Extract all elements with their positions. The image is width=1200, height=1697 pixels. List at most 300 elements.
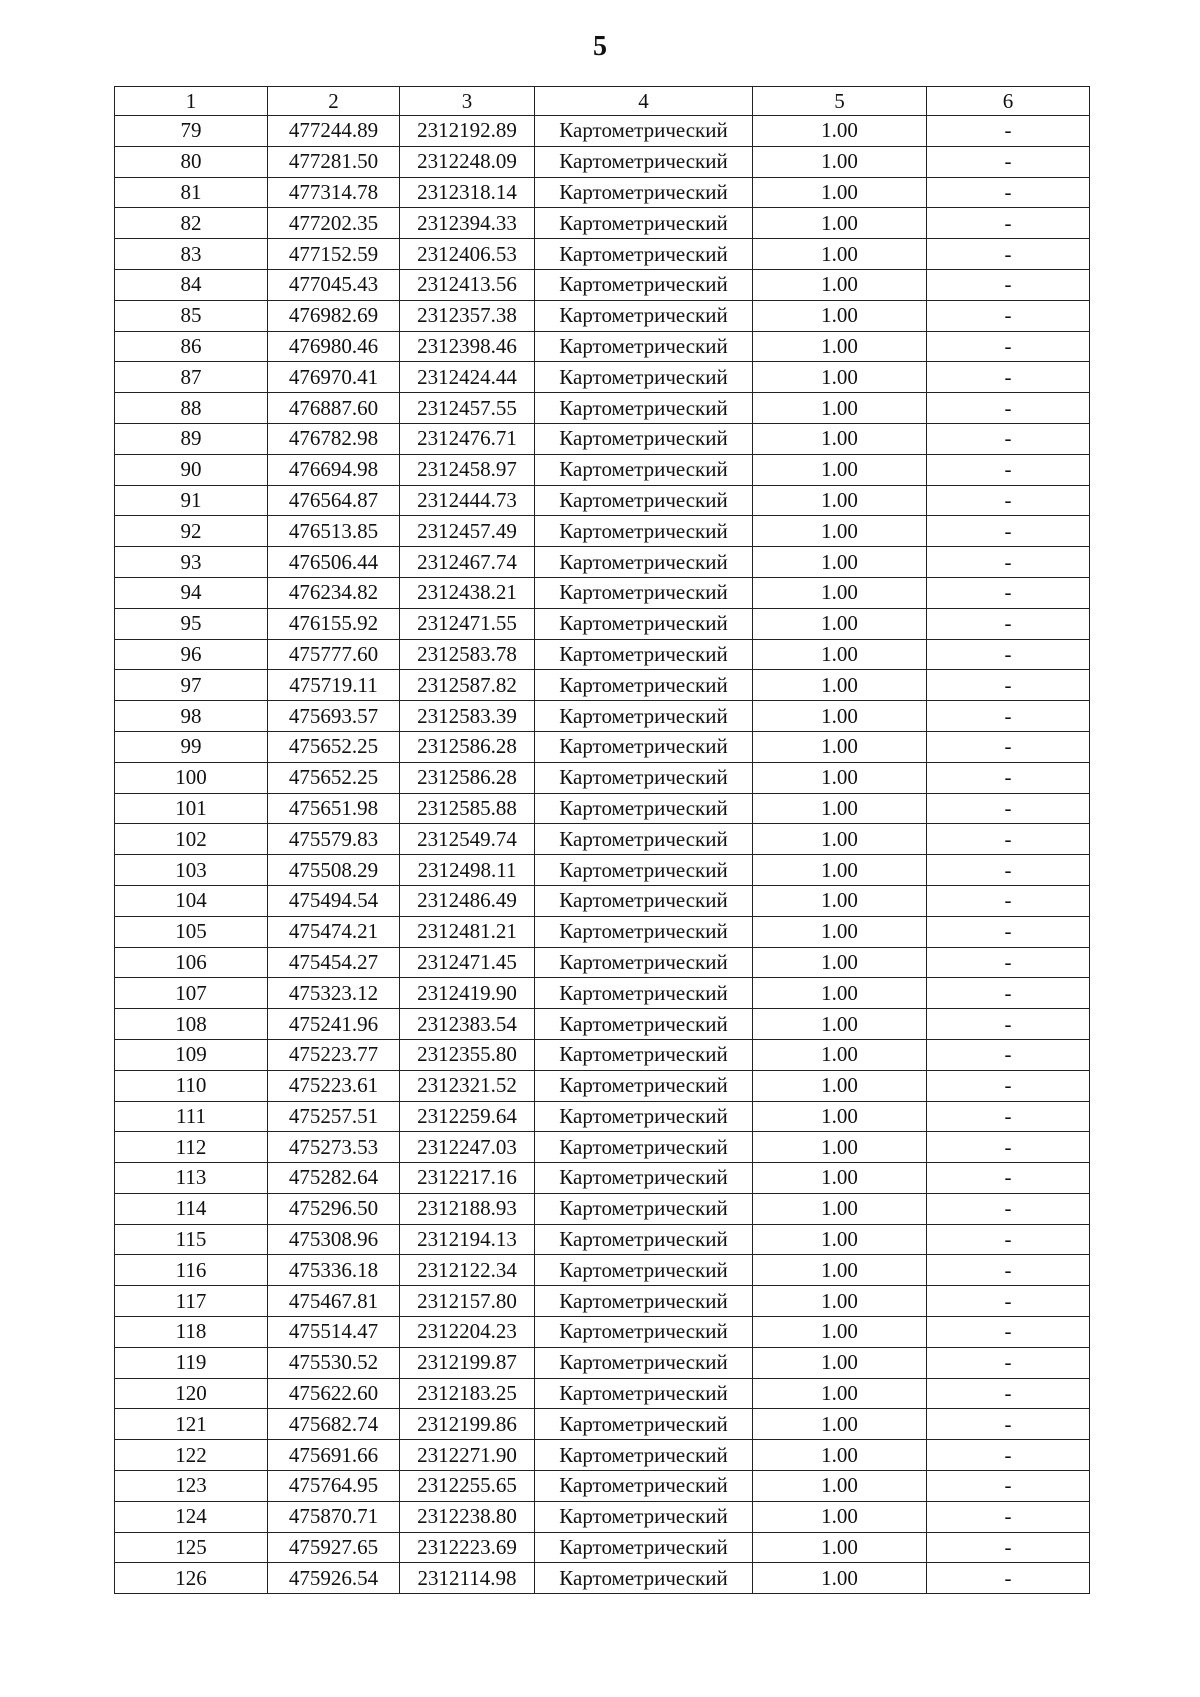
point-number-cell: 110: [115, 1070, 268, 1101]
point-number-cell: 95: [115, 608, 268, 639]
table-row: [115, 947, 1090, 978]
description-cell: -: [927, 177, 1090, 208]
accuracy-cell: 1.00: [753, 146, 927, 177]
table-row: [115, 1317, 1090, 1348]
accuracy-cell: 1.00: [753, 1255, 927, 1286]
table-row: [115, 300, 1090, 331]
point-number-cell: 125: [115, 1532, 268, 1563]
point-number-cell: 91: [115, 485, 268, 516]
x-coordinate-cell: 476887.60: [268, 393, 400, 424]
description-cell: -: [927, 824, 1090, 855]
description-cell: -: [927, 577, 1090, 608]
point-number-cell: 97: [115, 670, 268, 701]
x-coordinate-cell: 475257.51: [268, 1101, 400, 1132]
accuracy-cell: 1.00: [753, 1101, 927, 1132]
x-coordinate-cell: 475777.60: [268, 639, 400, 670]
description-cell: -: [927, 1440, 1090, 1471]
method-cell: Картометрический: [535, 423, 753, 454]
table-row: [115, 423, 1090, 454]
y-coordinate-cell: 2312467.74: [400, 547, 535, 578]
accuracy-cell: 1.00: [753, 608, 927, 639]
table-row: [115, 639, 1090, 670]
y-coordinate-cell: 2312157.80: [400, 1286, 535, 1317]
accuracy-cell: 1.00: [753, 269, 927, 300]
column-header-1: 1: [115, 87, 268, 116]
point-number-cell: 113: [115, 1163, 268, 1194]
x-coordinate-cell: 475454.27: [268, 947, 400, 978]
x-coordinate-cell: 476513.85: [268, 516, 400, 547]
y-coordinate-cell: 2312321.52: [400, 1070, 535, 1101]
description-cell: -: [927, 1286, 1090, 1317]
description-cell: -: [927, 855, 1090, 886]
accuracy-cell: 1.00: [753, 1563, 927, 1594]
description-cell: -: [927, 1193, 1090, 1224]
x-coordinate-cell: 475494.54: [268, 885, 400, 916]
method-cell: Картометрический: [535, 1163, 753, 1194]
description-cell: -: [927, 1409, 1090, 1440]
point-number-cell: 82: [115, 208, 268, 239]
x-coordinate-cell: 475508.29: [268, 855, 400, 886]
y-coordinate-cell: 2312383.54: [400, 1009, 535, 1040]
accuracy-cell: 1.00: [753, 885, 927, 916]
point-number-cell: 79: [115, 116, 268, 147]
accuracy-cell: 1.00: [753, 1163, 927, 1194]
description-cell: -: [927, 208, 1090, 239]
point-number-cell: 105: [115, 916, 268, 947]
accuracy-cell: 1.00: [753, 947, 927, 978]
table-row: [115, 1471, 1090, 1502]
x-coordinate-cell: 475467.81: [268, 1286, 400, 1317]
x-coordinate-cell: 475870.71: [268, 1501, 400, 1532]
accuracy-cell: 1.00: [753, 639, 927, 670]
accuracy-cell: 1.00: [753, 1471, 927, 1502]
y-coordinate-cell: 2312444.73: [400, 485, 535, 516]
accuracy-cell: 1.00: [753, 855, 927, 886]
coordinates-table: [114, 86, 1090, 1594]
point-number-cell: 94: [115, 577, 268, 608]
y-coordinate-cell: 2312271.90: [400, 1440, 535, 1471]
point-number-cell: 108: [115, 1009, 268, 1040]
table-row: [115, 485, 1090, 516]
accuracy-cell: 1.00: [753, 116, 927, 147]
y-coordinate-cell: 2312413.56: [400, 269, 535, 300]
point-number-cell: 111: [115, 1101, 268, 1132]
x-coordinate-cell: 475652.25: [268, 762, 400, 793]
table-row: [115, 1255, 1090, 1286]
y-coordinate-cell: 2312585.88: [400, 793, 535, 824]
y-coordinate-cell: 2312199.87: [400, 1347, 535, 1378]
table-row: [115, 1501, 1090, 1532]
method-cell: Картометрический: [535, 393, 753, 424]
table-row: [115, 177, 1090, 208]
description-cell: -: [927, 362, 1090, 393]
y-coordinate-cell: 2312398.46: [400, 331, 535, 362]
point-number-cell: 96: [115, 639, 268, 670]
description-cell: -: [927, 947, 1090, 978]
y-coordinate-cell: 2312549.74: [400, 824, 535, 855]
description-cell: -: [927, 639, 1090, 670]
y-coordinate-cell: 2312481.21: [400, 916, 535, 947]
description-cell: -: [927, 116, 1090, 147]
y-coordinate-cell: 2312587.82: [400, 670, 535, 701]
accuracy-cell: 1.00: [753, 362, 927, 393]
point-number-cell: 107: [115, 978, 268, 1009]
method-cell: Картометрический: [535, 1317, 753, 1348]
column-header-6: 6: [927, 87, 1090, 116]
accuracy-cell: 1.00: [753, 1440, 927, 1471]
x-coordinate-cell: 476982.69: [268, 300, 400, 331]
x-coordinate-cell: 475579.83: [268, 824, 400, 855]
x-coordinate-cell: 476980.46: [268, 331, 400, 362]
description-cell: -: [927, 731, 1090, 762]
x-coordinate-cell: 477045.43: [268, 269, 400, 300]
method-cell: Картометрический: [535, 855, 753, 886]
point-number-cell: 87: [115, 362, 268, 393]
table-row: [115, 577, 1090, 608]
y-coordinate-cell: 2312471.45: [400, 947, 535, 978]
accuracy-cell: 1.00: [753, 1224, 927, 1255]
y-coordinate-cell: 2312357.38: [400, 300, 535, 331]
description-cell: -: [927, 1563, 1090, 1594]
method-cell: Картометрический: [535, 1409, 753, 1440]
y-coordinate-cell: 2312424.44: [400, 362, 535, 393]
x-coordinate-cell: 477281.50: [268, 146, 400, 177]
table-row: [115, 1163, 1090, 1194]
table-row: [115, 608, 1090, 639]
table-row: [115, 1193, 1090, 1224]
description-cell: -: [927, 1378, 1090, 1409]
description-cell: -: [927, 146, 1090, 177]
x-coordinate-cell: 477202.35: [268, 208, 400, 239]
y-coordinate-cell: 2312192.89: [400, 116, 535, 147]
y-coordinate-cell: 2312457.49: [400, 516, 535, 547]
description-cell: -: [927, 1471, 1090, 1502]
point-number-cell: 99: [115, 731, 268, 762]
x-coordinate-cell: 475296.50: [268, 1193, 400, 1224]
description-cell: -: [927, 516, 1090, 547]
table-row: [115, 454, 1090, 485]
point-number-cell: 109: [115, 1039, 268, 1070]
x-coordinate-cell: 476694.98: [268, 454, 400, 485]
point-number-cell: 116: [115, 1255, 268, 1286]
description-cell: -: [927, 670, 1090, 701]
description-cell: -: [927, 331, 1090, 362]
accuracy-cell: 1.00: [753, 1532, 927, 1563]
accuracy-cell: 1.00: [753, 208, 927, 239]
description-cell: -: [927, 423, 1090, 454]
table-row: [115, 1224, 1090, 1255]
method-cell: Картометрический: [535, 670, 753, 701]
description-cell: -: [927, 978, 1090, 1009]
accuracy-cell: 1.00: [753, 1070, 927, 1101]
method-cell: Картометрический: [535, 1347, 753, 1378]
method-cell: Картометрический: [535, 1070, 753, 1101]
table-row: [115, 793, 1090, 824]
accuracy-cell: 1.00: [753, 1039, 927, 1070]
description-cell: -: [927, 916, 1090, 947]
method-cell: Картометрический: [535, 239, 753, 270]
x-coordinate-cell: 475282.64: [268, 1163, 400, 1194]
x-coordinate-cell: 477244.89: [268, 116, 400, 147]
accuracy-cell: 1.00: [753, 670, 927, 701]
table-row: [115, 269, 1090, 300]
y-coordinate-cell: 2312586.28: [400, 731, 535, 762]
x-coordinate-cell: 475474.21: [268, 916, 400, 947]
description-cell: -: [927, 885, 1090, 916]
x-coordinate-cell: 475223.77: [268, 1039, 400, 1070]
point-number-cell: 103: [115, 855, 268, 886]
description-cell: -: [927, 269, 1090, 300]
header-row: [115, 87, 1090, 116]
y-coordinate-cell: 2312406.53: [400, 239, 535, 270]
x-coordinate-cell: 475926.54: [268, 1563, 400, 1594]
description-cell: -: [927, 1070, 1090, 1101]
table-row: [115, 1563, 1090, 1594]
x-coordinate-cell: 475530.52: [268, 1347, 400, 1378]
description-cell: -: [927, 1224, 1090, 1255]
description-cell: -: [927, 1009, 1090, 1040]
table-row: [115, 824, 1090, 855]
x-coordinate-cell: 475682.74: [268, 1409, 400, 1440]
y-coordinate-cell: 2312583.39: [400, 701, 535, 732]
method-cell: Картометрический: [535, 885, 753, 916]
x-coordinate-cell: 476564.87: [268, 485, 400, 516]
point-number-cell: 122: [115, 1440, 268, 1471]
accuracy-cell: 1.00: [753, 1409, 927, 1440]
method-cell: Картометрический: [535, 1255, 753, 1286]
y-coordinate-cell: 2312247.03: [400, 1132, 535, 1163]
table-row: [115, 701, 1090, 732]
y-coordinate-cell: 2312204.23: [400, 1317, 535, 1348]
point-number-cell: 123: [115, 1471, 268, 1502]
column-header-3: 3: [400, 87, 535, 116]
table-row: [115, 116, 1090, 147]
x-coordinate-cell: 476506.44: [268, 547, 400, 578]
description-cell: -: [927, 1039, 1090, 1070]
accuracy-cell: 1.00: [753, 177, 927, 208]
table-row: [115, 1132, 1090, 1163]
point-number-cell: 118: [115, 1317, 268, 1348]
table-row: [115, 1039, 1090, 1070]
method-cell: Картометрический: [535, 1132, 753, 1163]
y-coordinate-cell: 2312199.86: [400, 1409, 535, 1440]
description-cell: -: [927, 701, 1090, 732]
table-row: [115, 978, 1090, 1009]
column-header-2: 2: [268, 87, 400, 116]
table-row: [115, 1347, 1090, 1378]
y-coordinate-cell: 2312355.80: [400, 1039, 535, 1070]
y-coordinate-cell: 2312471.55: [400, 608, 535, 639]
point-number-cell: 85: [115, 300, 268, 331]
table-row: [115, 731, 1090, 762]
method-cell: Картометрический: [535, 731, 753, 762]
table-row: [115, 1286, 1090, 1317]
table-row: [115, 762, 1090, 793]
point-number-cell: 121: [115, 1409, 268, 1440]
table-row: [115, 331, 1090, 362]
method-cell: Картометрический: [535, 1193, 753, 1224]
x-coordinate-cell: 475514.47: [268, 1317, 400, 1348]
description-cell: -: [927, 608, 1090, 639]
column-header-4: 4: [535, 87, 753, 116]
point-number-cell: 102: [115, 824, 268, 855]
table-row: [115, 670, 1090, 701]
method-cell: Картометрический: [535, 116, 753, 147]
method-cell: Картометрический: [535, 269, 753, 300]
point-number-cell: 101: [115, 793, 268, 824]
accuracy-cell: 1.00: [753, 824, 927, 855]
x-coordinate-cell: 476782.98: [268, 423, 400, 454]
method-cell: Картометрический: [535, 1501, 753, 1532]
method-cell: Картометрический: [535, 824, 753, 855]
accuracy-cell: 1.00: [753, 1501, 927, 1532]
x-coordinate-cell: 475652.25: [268, 731, 400, 762]
accuracy-cell: 1.00: [753, 485, 927, 516]
accuracy-cell: 1.00: [753, 731, 927, 762]
method-cell: Картометрический: [535, 762, 753, 793]
x-coordinate-cell: 476970.41: [268, 362, 400, 393]
method-cell: Картометрический: [535, 1101, 753, 1132]
method-cell: Картометрический: [535, 1563, 753, 1594]
method-cell: Картометрический: [535, 1039, 753, 1070]
y-coordinate-cell: 2312476.71: [400, 423, 535, 454]
accuracy-cell: 1.00: [753, 516, 927, 547]
description-cell: -: [927, 1501, 1090, 1532]
description-cell: -: [927, 393, 1090, 424]
method-cell: Картометрический: [535, 485, 753, 516]
point-number-cell: 80: [115, 146, 268, 177]
method-cell: Картометрический: [535, 577, 753, 608]
method-cell: Картометрический: [535, 1471, 753, 1502]
accuracy-cell: 1.00: [753, 916, 927, 947]
point-number-cell: 90: [115, 454, 268, 485]
point-number-cell: 126: [115, 1563, 268, 1594]
method-cell: Картометрический: [535, 916, 753, 947]
method-cell: Картометрический: [535, 331, 753, 362]
accuracy-cell: 1.00: [753, 1286, 927, 1317]
point-number-cell: 112: [115, 1132, 268, 1163]
x-coordinate-cell: 475651.98: [268, 793, 400, 824]
method-cell: Картометрический: [535, 516, 753, 547]
method-cell: Картометрический: [535, 362, 753, 393]
point-number-cell: 93: [115, 547, 268, 578]
y-coordinate-cell: 2312183.25: [400, 1378, 535, 1409]
y-coordinate-cell: 2312394.33: [400, 208, 535, 239]
y-coordinate-cell: 2312586.28: [400, 762, 535, 793]
point-number-cell: 92: [115, 516, 268, 547]
x-coordinate-cell: 475323.12: [268, 978, 400, 1009]
method-cell: Картометрический: [535, 300, 753, 331]
method-cell: Картометрический: [535, 454, 753, 485]
y-coordinate-cell: 2312486.49: [400, 885, 535, 916]
x-coordinate-cell: 475719.11: [268, 670, 400, 701]
point-number-cell: 88: [115, 393, 268, 424]
y-coordinate-cell: 2312248.09: [400, 146, 535, 177]
y-coordinate-cell: 2312583.78: [400, 639, 535, 670]
x-coordinate-cell: 475622.60: [268, 1378, 400, 1409]
accuracy-cell: 1.00: [753, 454, 927, 485]
table-row: [115, 362, 1090, 393]
point-number-cell: 106: [115, 947, 268, 978]
accuracy-cell: 1.00: [753, 547, 927, 578]
table-row: [115, 146, 1090, 177]
accuracy-cell: 1.00: [753, 331, 927, 362]
description-cell: -: [927, 1255, 1090, 1286]
description-cell: -: [927, 239, 1090, 270]
x-coordinate-cell: 475693.57: [268, 701, 400, 732]
x-coordinate-cell: 475927.65: [268, 1532, 400, 1563]
y-coordinate-cell: 2312318.14: [400, 177, 535, 208]
y-coordinate-cell: 2312194.13: [400, 1224, 535, 1255]
x-coordinate-cell: 477314.78: [268, 177, 400, 208]
point-number-cell: 115: [115, 1224, 268, 1255]
y-coordinate-cell: 2312223.69: [400, 1532, 535, 1563]
description-cell: -: [927, 1101, 1090, 1132]
description-cell: -: [927, 762, 1090, 793]
point-number-cell: 86: [115, 331, 268, 362]
column-header-5: 5: [753, 87, 927, 116]
y-coordinate-cell: 2312255.65: [400, 1471, 535, 1502]
x-coordinate-cell: 475691.66: [268, 1440, 400, 1471]
x-coordinate-cell: 475241.96: [268, 1009, 400, 1040]
method-cell: Картометрический: [535, 947, 753, 978]
description-cell: -: [927, 1317, 1090, 1348]
method-cell: Картометрический: [535, 793, 753, 824]
y-coordinate-cell: 2312238.80: [400, 1501, 535, 1532]
y-coordinate-cell: 2312419.90: [400, 978, 535, 1009]
method-cell: Картометрический: [535, 146, 753, 177]
y-coordinate-cell: 2312458.97: [400, 454, 535, 485]
method-cell: Картометрический: [535, 1286, 753, 1317]
table-row: [115, 885, 1090, 916]
description-cell: -: [927, 485, 1090, 516]
description-cell: -: [927, 547, 1090, 578]
table-row: [115, 1532, 1090, 1563]
accuracy-cell: 1.00: [753, 423, 927, 454]
y-coordinate-cell: 2312498.11: [400, 855, 535, 886]
point-number-cell: 83: [115, 239, 268, 270]
table-row: [115, 1409, 1090, 1440]
accuracy-cell: 1.00: [753, 393, 927, 424]
method-cell: Картометрический: [535, 208, 753, 239]
accuracy-cell: 1.00: [753, 1193, 927, 1224]
method-cell: Картометрический: [535, 1378, 753, 1409]
y-coordinate-cell: 2312259.64: [400, 1101, 535, 1132]
method-cell: Картометрический: [535, 1532, 753, 1563]
description-cell: -: [927, 1532, 1090, 1563]
y-coordinate-cell: 2312114.98: [400, 1563, 535, 1594]
method-cell: Картометрический: [535, 547, 753, 578]
table-row: [115, 1101, 1090, 1132]
table-row: [115, 1378, 1090, 1409]
x-coordinate-cell: 475273.53: [268, 1132, 400, 1163]
table-body: [115, 116, 1090, 1594]
accuracy-cell: 1.00: [753, 300, 927, 331]
table-row: [115, 916, 1090, 947]
table-row: [115, 1009, 1090, 1040]
method-cell: Картометрический: [535, 177, 753, 208]
table-row: [115, 1440, 1090, 1471]
accuracy-cell: 1.00: [753, 239, 927, 270]
y-coordinate-cell: 2312122.34: [400, 1255, 535, 1286]
accuracy-cell: 1.00: [753, 1009, 927, 1040]
x-coordinate-cell: 475764.95: [268, 1471, 400, 1502]
table-header: [115, 87, 1090, 116]
point-number-cell: 124: [115, 1501, 268, 1532]
point-number-cell: 84: [115, 269, 268, 300]
method-cell: Картометрический: [535, 701, 753, 732]
x-coordinate-cell: 476234.82: [268, 577, 400, 608]
